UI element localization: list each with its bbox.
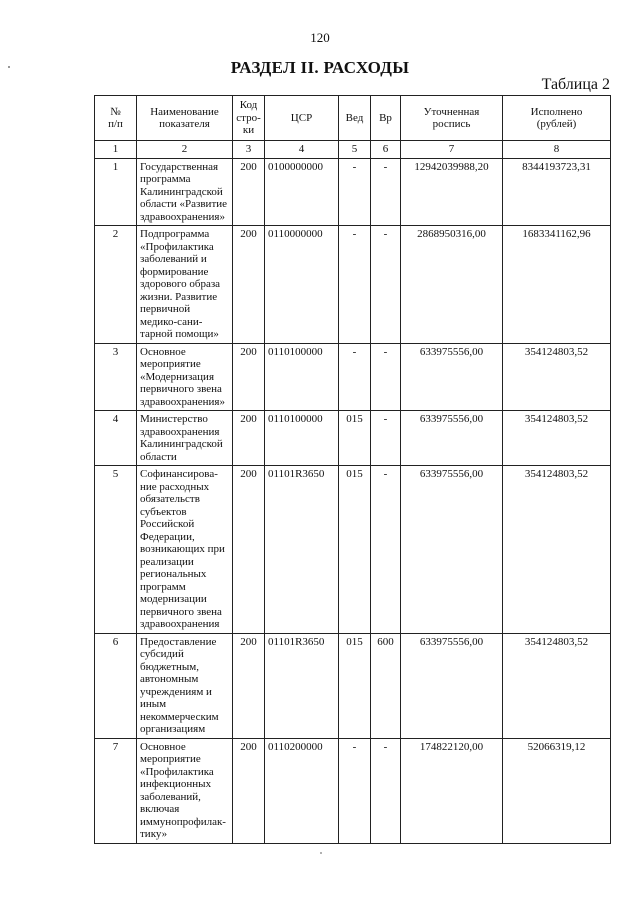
line-code: 200: [233, 738, 265, 843]
target-article-code: 0110200000: [265, 738, 339, 843]
header-cell: Исполнено (рублей): [503, 96, 611, 141]
row-number: 3: [95, 343, 137, 411]
target-article-code: 0110100000: [265, 343, 339, 411]
table-row: [95, 226, 611, 344]
header-cell: № п/п: [95, 96, 137, 141]
expense-type-code: -: [371, 158, 401, 226]
planned-amount: 633975556,00: [401, 466, 503, 634]
executed-amount: 52066319,12: [503, 738, 611, 843]
column-number: 8: [503, 141, 611, 159]
indicator-name: Подпрограмма «Профилактика заболеваний и формирование здорового образа жизни. Развитие первичной медико-сани- тарной помощи»: [137, 226, 233, 344]
planned-amount: 633975556,00: [401, 411, 503, 466]
target-article-code: 0110000000: [265, 226, 339, 344]
page-number: 120: [310, 30, 330, 45]
indicator-name: Предоставление субсидий бюджетным, автономным учреждениям и иным некоммерческим организациям: [137, 633, 233, 738]
column-number: 4: [265, 141, 339, 159]
department-code: 015: [339, 633, 371, 738]
executed-amount: 354124803,52: [503, 633, 611, 738]
table-row: [95, 411, 611, 466]
planned-amount: 174822120,00: [401, 738, 503, 843]
expense-type-code: -: [371, 411, 401, 466]
scan-speck: [320, 852, 322, 854]
table-row: [95, 466, 611, 634]
expense-type-code: 600: [371, 633, 401, 738]
table-label: Таблица 2: [541, 76, 610, 93]
row-number: 2: [95, 226, 137, 344]
indicator-name: Софинансирова- ние расходных обязательств субъектов Российской Федерации, возникающих при реализации региональных программ модернизации первичного звена здравоохранения: [137, 466, 233, 634]
expense-type-code: -: [371, 738, 401, 843]
department-code: -: [339, 738, 371, 843]
header-row: [95, 96, 611, 141]
column-number: 5: [339, 141, 371, 159]
section-title: РАЗДЕЛ II. РАСХОДЫ: [230, 58, 410, 77]
header-cell: Уточненная роспись: [401, 96, 503, 141]
executed-amount: 354124803,52: [503, 466, 611, 634]
header-cell: ЦСР: [265, 96, 339, 141]
expenses-table: [94, 95, 611, 844]
line-code: 200: [233, 343, 265, 411]
target-article-code: 0110100000: [265, 411, 339, 466]
column-number: 7: [401, 141, 503, 159]
row-number: 5: [95, 466, 137, 634]
indicator-name: Государственная программа Калининградской области «Развитие здравоохранения»: [137, 158, 233, 226]
executed-amount: 354124803,52: [503, 411, 611, 466]
column-number: 1: [95, 141, 137, 159]
row-number: 4: [95, 411, 137, 466]
planned-amount: 2868950316,00: [401, 226, 503, 344]
column-number: 3: [233, 141, 265, 159]
target-article-code: 0100000000: [265, 158, 339, 226]
row-number: 1: [95, 158, 137, 226]
department-code: -: [339, 226, 371, 344]
expense-type-code: -: [371, 343, 401, 411]
table-row: [95, 738, 611, 843]
line-code: 200: [233, 633, 265, 738]
planned-amount: 633975556,00: [401, 343, 503, 411]
executed-amount: 354124803,52: [503, 343, 611, 411]
indicator-name: Основное мероприятие «Профилактика инфекционных заболеваний, включая иммунопрофилак- тику»: [137, 738, 233, 843]
table-row: [95, 158, 611, 226]
line-code: 200: [233, 466, 265, 634]
department-code: -: [339, 158, 371, 226]
column-number: 2: [137, 141, 233, 159]
line-code: 200: [233, 158, 265, 226]
header-cell: Вр: [371, 96, 401, 141]
header-cell: Код стро- ки: [233, 96, 265, 141]
table-row: [95, 343, 611, 411]
column-number-row: [95, 141, 611, 159]
target-article-code: 01101R3650: [265, 466, 339, 634]
department-code: 015: [339, 411, 371, 466]
line-code: 200: [233, 411, 265, 466]
row-number: 7: [95, 738, 137, 843]
target-article-code: 01101R3650: [265, 633, 339, 738]
expense-type-code: -: [371, 226, 401, 344]
planned-amount: 633975556,00: [401, 633, 503, 738]
indicator-name: Министерство здравоохранения Калининградской области: [137, 411, 233, 466]
executed-amount: 1683341162,96: [503, 226, 611, 344]
planned-amount: 12942039988,20: [401, 158, 503, 226]
line-code: 200: [233, 226, 265, 344]
column-number: 6: [371, 141, 401, 159]
department-code: 015: [339, 466, 371, 634]
row-number: 6: [95, 633, 137, 738]
expense-type-code: -: [371, 466, 401, 634]
header-cell: Наименование показателя: [137, 96, 233, 141]
table-row: [95, 633, 611, 738]
department-code: -: [339, 343, 371, 411]
header-cell: Вед: [339, 96, 371, 141]
indicator-name: Основное мероприятие «Модернизация первичного звена здравоохранения»: [137, 343, 233, 411]
executed-amount: 8344193723,31: [503, 158, 611, 226]
